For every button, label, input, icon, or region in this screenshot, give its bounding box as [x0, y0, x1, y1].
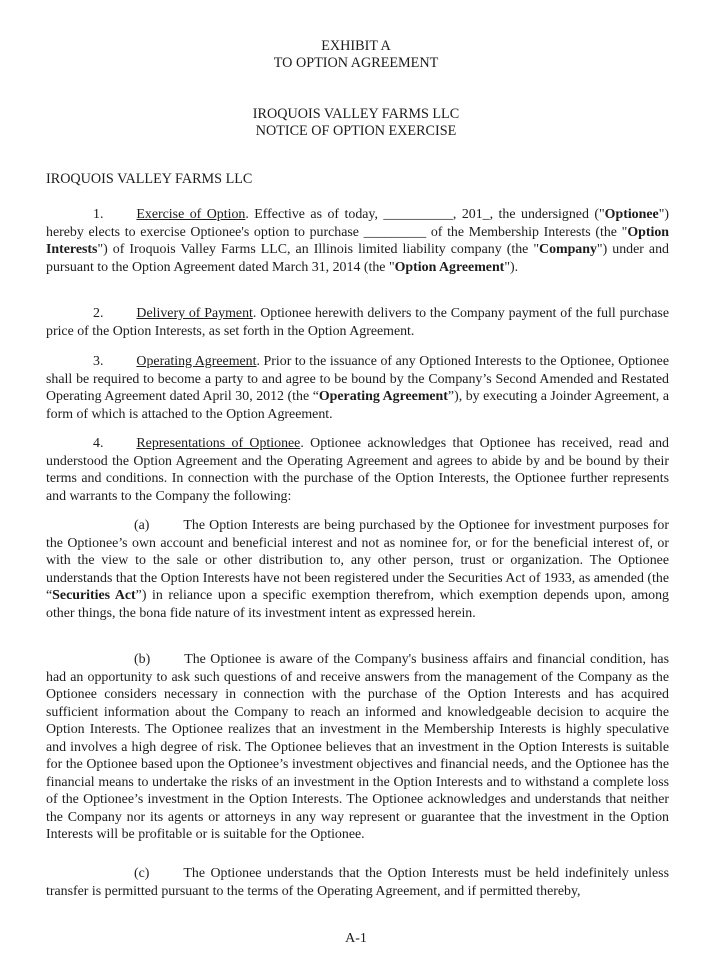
section-text: . Prior to the issuance of any Optioned Interests to the Optionee, Optionee shall be required to become a party to and agree to be bound by the Company’s Second Amended and Restated Operating Agreement dated April 30, 2012 (the “: [46, 354, 669, 404]
notice-title: NOTICE OF OPTION EXERCISE: [255, 123, 457, 139]
subsection-c: [46, 865, 669, 900]
section-heading: Operating Agreement: [136, 354, 257, 369]
section-number: 3.: [93, 354, 104, 369]
subsection-a: [46, 517, 669, 622]
defined-term: Optionee: [604, 207, 659, 222]
section-text: ") of Iroquois Valley Farms LLC, an Illinois limited liability company (the ": [97, 242, 540, 257]
section-text: ”) in reliance upon a specific exemption therefrom, which exemption depends upon, among other things, the bona fide nature of its investment intent as expressed herein.: [46, 588, 670, 621]
page-number: A-1: [345, 931, 367, 946]
subsection-b: [46, 651, 669, 844]
defined-term: Option Agreement: [394, 259, 505, 275]
section-text: ") under and pursuant to the Option Agreement dated March 31, 2014 (the ": [46, 242, 669, 275]
section-heading: Delivery of Payment: [136, 306, 253, 321]
section-text: ").: [504, 259, 519, 275]
section-text: ”), by executing a Joinder Agreement, a form of which is attached to the Option Agreement.: [46, 389, 669, 422]
section-text: . Effective as of today, __________, 201_, the undersigned (": [245, 207, 605, 222]
section-4-representations: [46, 435, 669, 505]
section-number: 1.: [93, 207, 104, 222]
section-text: The Option Interests are being purchased by the Optionee for investment purposes for the Optionee’s own account and beneficial interest and not as nominee for, or for the beneficial interest of, or with the view to the sale or other distribution to, any other person, trust or organization. The Optionee understands that the Option Interests have not been registered under the Securities Act of 1933, as amended (the “: [46, 518, 669, 603]
defined-term: Operating Agreement: [318, 389, 448, 404]
section-text: The Optionee understands that the Option Interests must be held indefinitely unless transfer is permitted pursuant to the terms of the Operating Agreement, and if permitted thereby,: [46, 866, 669, 899]
section-number: 4.: [93, 436, 104, 451]
exhibit-subtitle: TO OPTION AGREEMENT: [273, 55, 439, 71]
defined-term: Securities Act: [52, 588, 136, 603]
section-1-exercise-of-option: [46, 206, 669, 276]
subsection-label: (c): [134, 866, 150, 881]
subsection-label: (a): [134, 518, 150, 533]
exhibit-title: EXHIBIT A: [321, 38, 391, 54]
section-text: The Optionee is aware of the Company's business affairs and financial condition, has had an opportunity to ask such questions of and receive answers from the management of the Company as the Optionee considers necessary in connection with the purchase of the Option Interests and has acquired sufficient information about the Company to reach an informed and knowledgeable decision to acquire the Option Interests. The Optionee realizes that an investment in the Membership Interests is highly speculative and involves a high degree of risk. The Optionee believes that an investment in the Option Interests is suitable for the Optionee based upon the Optionee’s investment objectives and financial needs, and the Optionee has the financial means to undertake the risks of an investment in the Option Interests and to withstand a complete loss of the Optionee’s investment in the Option Interests. The Optionee acknowledges and understands that neither the Company nor its agents or attorneys in any way represent or guarantee that the investment in the Option Interests will be profitable or is suitable for the Optionee.: [46, 652, 669, 842]
section-3-operating-agreement: [46, 353, 669, 423]
section-text: ") hereby elects to exercise Optionee's option to purchase _________ of the Membership Interests (the ": [46, 207, 669, 240]
defined-term: Option Interests: [46, 224, 669, 257]
addressee: IROQUOIS VALLEY FARMS LLC: [46, 171, 253, 187]
company-name-heading: IROQUOIS VALLEY FARMS LLC: [252, 106, 460, 122]
section-heading: Exercise of Option: [136, 207, 246, 222]
subsection-label: (b): [134, 652, 151, 667]
section-2-delivery-of-payment: [46, 305, 669, 340]
defined-term: Company: [539, 242, 597, 257]
section-text: . Optionee acknowledges that Optionee has received, read and understood the Option Agreement and the Operating Agreement and agrees to abide by and be bound by their terms and conditions. In connection with the purchase of the Option Interests, the Optionee further represents and warrants to the Company the following:: [46, 436, 669, 504]
section-text: . Optionee herewith delivers to the Company payment of the full purchase price of the Option Interests, as set forth in the Option Agreement.: [46, 306, 669, 339]
section-number: 2.: [93, 306, 104, 321]
section-heading: Representations of Optionee: [136, 436, 301, 451]
